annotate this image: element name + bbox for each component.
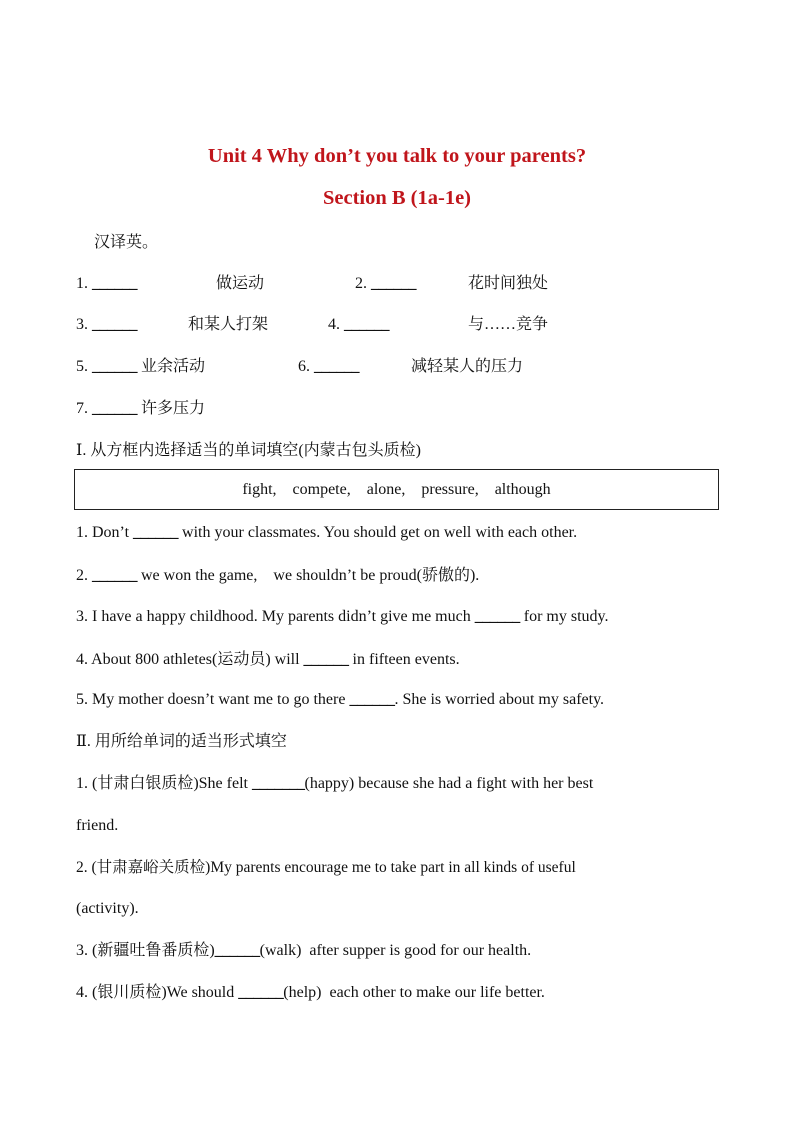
vocab-item-6 bbox=[298, 356, 359, 378]
part1-question-5 bbox=[76, 689, 604, 711]
word-box-list: fight, compete, alone, pressure, although bbox=[242, 481, 551, 498]
vocab-item-2 bbox=[355, 273, 416, 295]
vocab-text-1: 做运动 bbox=[216, 275, 265, 292]
vocab-item-4 bbox=[328, 314, 389, 336]
question-text: 3. (新疆吐鲁番质检) bbox=[76, 942, 215, 959]
question-text: (happy) because she had a fight with her best bbox=[304, 775, 594, 792]
question-text: (walk) after supper is good for our health. bbox=[259, 942, 532, 959]
answer-blank[interactable]: ______ bbox=[133, 524, 179, 541]
vocab-num: 2. bbox=[355, 275, 367, 292]
vocab-num: 7. bbox=[76, 400, 88, 417]
vocab-item-3 bbox=[76, 314, 137, 336]
vocab-text-3: 和某人打架 bbox=[188, 316, 269, 333]
answer-blank[interactable]: ______ bbox=[214, 942, 260, 959]
answer-blank[interactable]: ______ bbox=[474, 608, 520, 625]
vocab-item-5 bbox=[76, 356, 205, 378]
answer-blank[interactable]: ______ bbox=[303, 651, 349, 668]
vocab-heading: 汉译英。 bbox=[94, 234, 159, 251]
vocab-num: 1. bbox=[76, 275, 88, 292]
part2-question-1-cont: friend. bbox=[76, 817, 119, 834]
answer-blank[interactable]: ______ bbox=[344, 316, 389, 333]
part2-question-2-cont: (activity). bbox=[76, 900, 139, 917]
question-text: with your classmates. You should get on well with each other. bbox=[182, 524, 578, 541]
vocab-text-5: 业余活动 bbox=[141, 358, 206, 375]
part1-question-3 bbox=[76, 606, 608, 628]
question-text: 1. Don’t bbox=[76, 524, 130, 541]
answer-blank[interactable]: ______ bbox=[371, 275, 416, 292]
vocab-text-6: 减轻某人的压力 bbox=[411, 358, 524, 375]
answer-blank[interactable]: ______ bbox=[92, 316, 137, 333]
part2-question-2: 2. (甘肃嘉峪关质检)My parents encourage me to take part in all kinds of useful bbox=[76, 859, 576, 876]
vocab-num: 3. bbox=[76, 316, 88, 333]
section-title: Section B (1a-1e) bbox=[322, 187, 472, 209]
answer-blank[interactable]: ______ bbox=[92, 567, 137, 584]
question-text: 4. (银川质检)We should bbox=[76, 984, 235, 1001]
unit-title: Unit 4 Why don’t you talk to your parents? bbox=[207, 145, 587, 167]
answer-blank[interactable]: ______ bbox=[92, 275, 137, 292]
question-text: 2. bbox=[76, 567, 88, 584]
answer-blank[interactable]: _______ bbox=[251, 775, 305, 792]
part1-question-4 bbox=[76, 649, 460, 671]
vocab-text-4: 与……竞争 bbox=[468, 316, 549, 333]
part1-heading: Ⅰ. 从方框内选择适当的单词填空(内蒙古包头质检) bbox=[76, 442, 421, 459]
part2-question-3 bbox=[76, 940, 531, 962]
part1-question-2 bbox=[76, 565, 479, 587]
part2-heading: Ⅱ. 用所给单词的适当形式填空 bbox=[76, 733, 287, 750]
question-text: 1. (甘肃白银质检)She felt bbox=[76, 775, 248, 792]
question-text: in fifteen events. bbox=[352, 651, 460, 668]
vocab-item-1 bbox=[76, 273, 137, 295]
question-text: 5. My mother doesn’t want me to go there bbox=[76, 691, 346, 708]
question-text: we won the game, we shouldn’t be proud(骄傲的). bbox=[141, 567, 480, 584]
answer-blank[interactable]: ______ bbox=[349, 691, 395, 708]
question-text: 4. About 800 athletes(运动员) will bbox=[76, 651, 300, 668]
vocab-num: 4. bbox=[328, 316, 340, 333]
vocab-item-7 bbox=[76, 398, 205, 420]
answer-blank[interactable]: ______ bbox=[238, 984, 284, 1001]
question-text: (help) each other to make our life better. bbox=[283, 984, 545, 1001]
vocab-text-2: 花时间独处 bbox=[468, 275, 549, 292]
part2-question-4 bbox=[76, 982, 545, 1004]
vocab-text-7: 许多压力 bbox=[141, 400, 206, 417]
word-box bbox=[74, 469, 719, 510]
part1-question-1 bbox=[76, 522, 577, 544]
question-text: . She is worried about my safety. bbox=[394, 691, 605, 708]
part2-question-1 bbox=[76, 773, 593, 795]
vocab-num: 5. bbox=[76, 358, 88, 375]
question-text: for my study. bbox=[523, 608, 609, 625]
question-text: 3. I have a happy childhood. My parents didn’t give me much bbox=[76, 608, 471, 625]
answer-blank[interactable]: ______ bbox=[92, 400, 137, 417]
answer-blank[interactable]: ______ bbox=[92, 358, 137, 375]
vocab-num: 6. bbox=[298, 358, 310, 375]
answer-blank[interactable]: ______ bbox=[314, 358, 359, 375]
